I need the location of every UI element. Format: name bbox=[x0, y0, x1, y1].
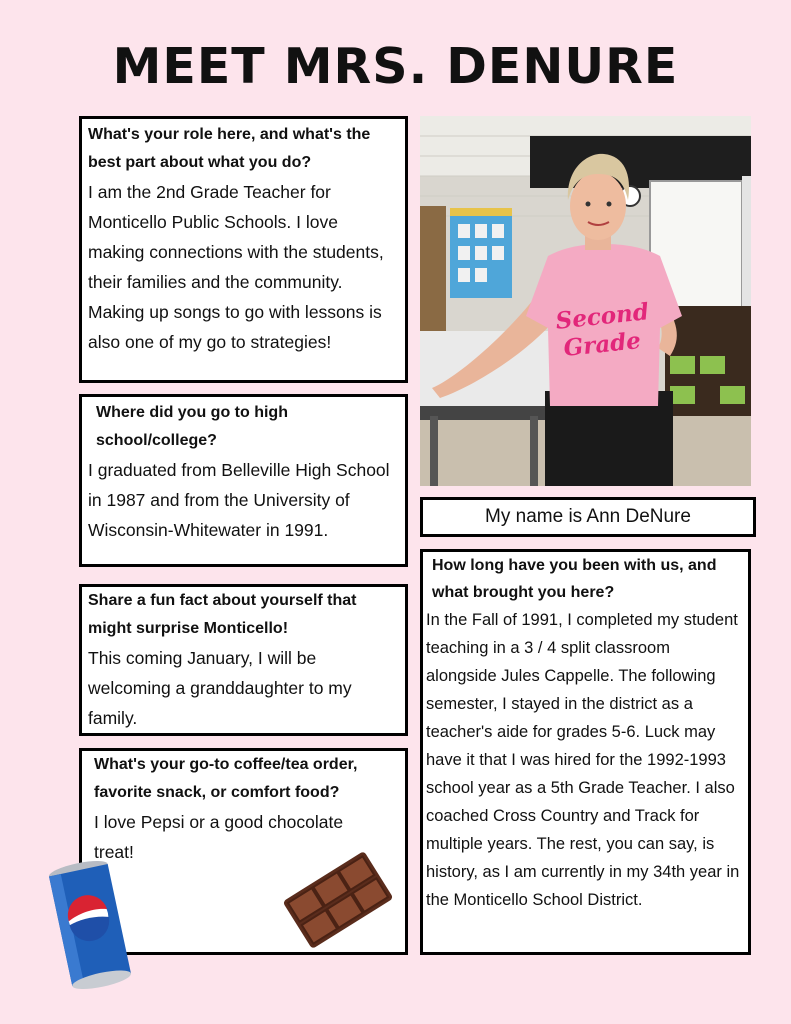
answer-howlong: In the Fall of 1991, I completed my student teaching in a 3 / 4 split classroom alongside Jules Cappelle. The following semester, I stayed in the district as a teacher's aide for grades 5-6. Luck may have it that I was hired for the 1992-1993 school year as a 5th Grade Teacher. I also coached Cross Country and Track for multiple years. The rest, you can say, is history, as I am currently in my 34th year in the Monticello School District. bbox=[426, 611, 740, 909]
question-coffee: What's your go-to coffee/tea order, favorite snack, or comfort food? bbox=[94, 756, 358, 801]
question-howlong: How long have you been with us, and what brought you here? bbox=[432, 557, 717, 601]
qa-box-school bbox=[79, 394, 408, 567]
qa-box-role bbox=[79, 116, 408, 383]
svg-text:Grade: Grade bbox=[562, 327, 643, 363]
teacher-photo bbox=[420, 116, 751, 486]
question-funfact: Share a fun fact about yourself that might surprise Monticello! bbox=[88, 592, 357, 637]
answer-funfact: This coming January, I will be welcoming a granddaughter to my family. bbox=[88, 648, 352, 728]
question-role: What's your role here, and what's the best part about what you do? bbox=[88, 126, 371, 171]
page-title: MEET MRS. DENURE bbox=[112, 38, 679, 95]
name-label: My name is Ann DeNure bbox=[420, 497, 756, 537]
answer-coffee: I love Pepsi or a good chocolate treat! bbox=[94, 812, 344, 862]
question-school: Where did you go to high school/college? bbox=[96, 404, 288, 449]
answer-role: I am the 2nd Grade Teacher for Monticello Public Schools. I love making connections with the students, their families and the community. Making up songs to go with lessons is also one of my go to strategies! bbox=[88, 182, 384, 352]
chocolate-bar-icon bbox=[278, 850, 398, 950]
answer-school: I graduated from Belleville High School in 1987 and from the University of Wisconsin-Whitewater in 1991. bbox=[88, 460, 390, 540]
svg-text:Second: Second bbox=[554, 298, 651, 335]
qa-box-howlong bbox=[420, 549, 751, 955]
qa-box-funfact bbox=[79, 584, 408, 736]
pepsi-can-icon bbox=[40, 855, 140, 995]
